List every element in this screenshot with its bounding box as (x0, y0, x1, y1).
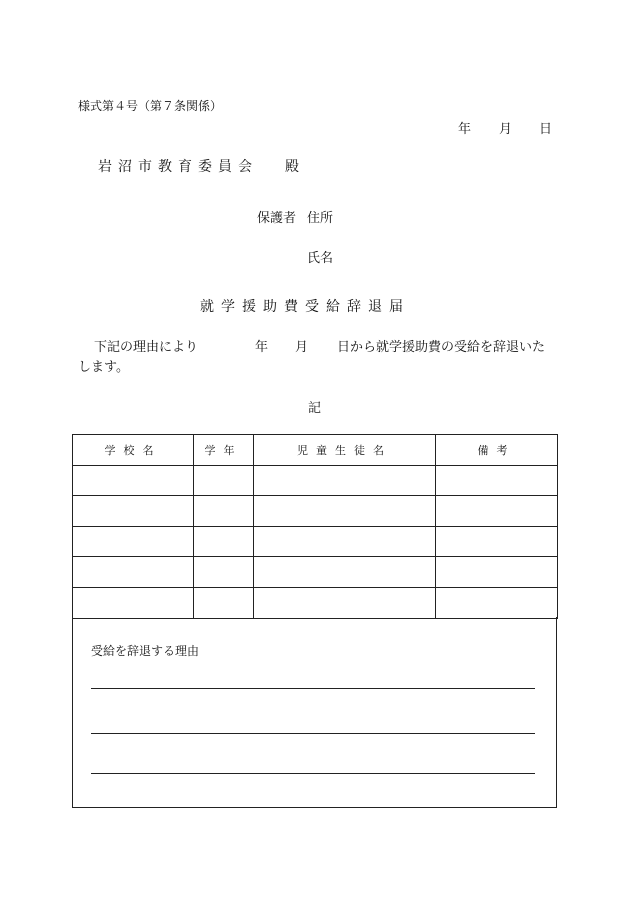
table-row (73, 587, 558, 618)
header-grade: 学年 (194, 435, 254, 466)
remarks-cell[interactable] (436, 496, 558, 527)
honorific: 殿 (285, 159, 299, 175)
remarks-cell[interactable] (436, 465, 558, 496)
ki-heading: 記 (308, 401, 322, 416)
body-line-2: します。 (78, 360, 129, 375)
grade-cell[interactable] (194, 587, 254, 618)
reason-line[interactable] (91, 773, 535, 774)
student-table (72, 434, 558, 619)
student-name-cell[interactable] (254, 557, 436, 588)
table-row (73, 526, 558, 557)
table-header-row (73, 435, 558, 466)
body-suffix: 日から就学援助費の受給を辞退いた (337, 340, 546, 355)
student-name-cell[interactable] (254, 496, 436, 527)
grade-cell[interactable] (194, 526, 254, 557)
remarks-cell[interactable] (436, 526, 558, 557)
name-label: 氏名 (307, 251, 334, 266)
date-year-label: 年 (458, 122, 472, 137)
school-name-cell[interactable] (73, 465, 194, 496)
table-row (73, 557, 558, 588)
student-name-cell[interactable] (254, 526, 436, 557)
school-name-cell[interactable] (73, 587, 194, 618)
document-title: 就学援助費受給辞退届 (200, 299, 410, 315)
date-month-label: 月 (499, 122, 513, 137)
grade-cell[interactable] (194, 496, 254, 527)
table-row (73, 496, 558, 527)
date-day-label: 日 (539, 122, 553, 137)
reason-label: 受給を辞退する理由 (91, 644, 200, 658)
body-prefix: 下記の理由により (94, 340, 199, 355)
reason-line[interactable] (91, 733, 535, 734)
form-number: 様式第４号（第７条関係） (78, 99, 223, 113)
header-student-name: 児童生徒名 (254, 435, 436, 466)
reason-box (72, 617, 557, 808)
remarks-cell[interactable] (436, 587, 558, 618)
addressee: 岩沼市教育委員会 (98, 159, 258, 175)
student-name-cell[interactable] (254, 587, 436, 618)
reason-line[interactable] (91, 688, 535, 689)
grade-cell[interactable] (194, 465, 254, 496)
body-month-label: 月 (295, 340, 309, 355)
header-remarks: 備考 (436, 435, 558, 466)
address-label: 住所 (307, 211, 334, 226)
school-name-cell[interactable] (73, 526, 194, 557)
grade-cell[interactable] (194, 557, 254, 588)
header-school-name: 学校名 (73, 435, 194, 466)
table-row (73, 465, 558, 496)
guardian-label: 保護者 (257, 211, 297, 226)
body-year-label: 年 (255, 340, 269, 355)
school-name-cell[interactable] (73, 557, 194, 588)
remarks-cell[interactable] (436, 557, 558, 588)
student-name-cell[interactable] (254, 465, 436, 496)
school-name-cell[interactable] (73, 496, 194, 527)
